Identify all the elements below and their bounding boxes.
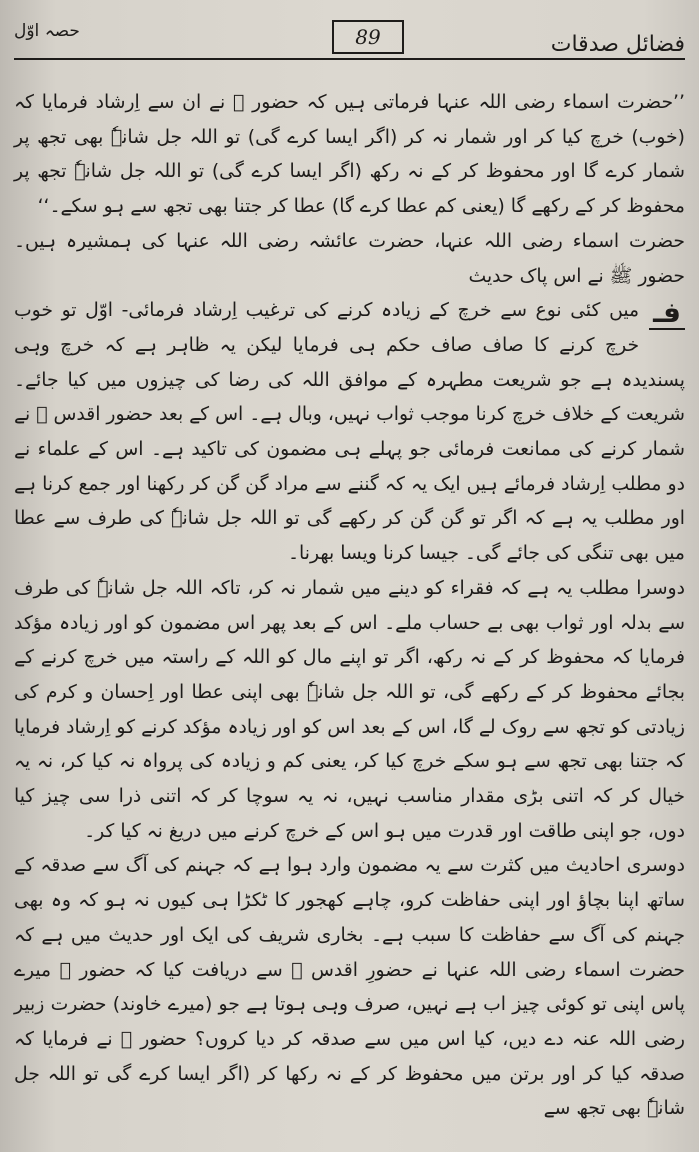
page-number: 89 (332, 20, 404, 54)
hadith-paragraph: ’’حضرت اسماء رضی اللہ عنہا فرماتی ہیں کہ حضور ﷺ نے ان سے اِرشاد فرمایا کہ (خوب) خرچ کیا کر اور شمار نہ کر (اگر ایسا کرے گی) تو اللہ جل شانہٗ بھی تجھ پر شمار کرے گا اور محفوظ کر کے نہ رکھ (اگر ایسا کرے گی) تو اللہ جل شانہٗ تجھ پر محفوظ کر کے رکھے گا (یعنی کم عطا کرے گا) عطا کر جتنا بھی تجھ سے ہو سکے۔‘‘ (14, 92, 685, 218)
page-body (14, 86, 685, 1127)
second-meaning-paragraph: دوسرا مطلب یہ ہے کہ فقراء کو دینے میں شمار نہ کر، تاکہ اللہ جل شانہٗ کی طرف سے بدلہ اور ثواب بھی بے حساب ملے۔ اس کے بعد پھر اس مضمون کو اور زیادہ مؤکد فرمایا کہ محفوظ کر کے نہ رکھ، اگر تو اپنے مال کو اللہ کے راستہ میں خرچ کرنے کے بجائے محفوظ کر کے رکھے گی، تو اللہ جل شانہٗ بھی اپنی عطا اور اِحسان و کرم کی زیادتی کو تجھ سے روک لے گا، اس کے بعد اس کو اور زیادہ مؤکد کرنے کو اِرشاد فرمایا کہ جتنا بھی تجھ سے ہو سکے خرچ کیا کر، یعنی کم و زیادہ کی پرواہ نہ کیا کر، نہ یہ خیال کر کہ اتنی بڑی مقدار مناسب نہیں، نہ یہ سوچا کر کہ اتنی ذرا سی چیز کیا دوں، جو اپنی طاقت اور قدرت میں ہو اس کے خرچ کرنے میں دریغ نہ کیا کر۔ (14, 577, 685, 842)
section-label: حصہ اوّل (14, 21, 80, 41)
fa-marker: فـ (649, 298, 685, 330)
page-header (14, 14, 685, 60)
book-title: فضائل صدقات (550, 32, 685, 57)
other-hadith-paragraph: دوسری احادیث میں کثرت سے یہ مضمون وارد ہوا ہے کہ جہنم کی آگ سے صدقہ کے ساتھ اپنا بچاؤ اور اپنی حفاظت کرو، چاہے کھجور کا ٹکڑا ہی کیوں نہ ہو کہ وہ بھی جہنم کی آگ سے حفاظت کا سبب ہے۔ بخاری شریف کی ایک اور حدیث میں ہے کہ حضرت اسماء رضی اللہ عنہا نے حضورِ اقدس ﷺ سے دریافت کیا کہ حضور ﷺ میرے پاس اپنی تو کوئی چیز اب ہے نہیں، صرف وہی ہوتا ہے جو (میرے خاوند) حضرت زبیر رضی اللہ عنہ دے دیں، کیا اس میں سے صدقہ کر دیا کروں؟ حضور ﷺ نے فرمایا کہ صدقہ کیا کر اور برتن میں محفوظ کر کے نہ رکھا کر (اگر ایسا کرے گی تو اللہ جل شانہٗ بھی تجھ سے (14, 855, 685, 1120)
header-rule (14, 58, 685, 60)
commentary-paragraph (14, 294, 685, 572)
commentary-text: میں کئی نوع سے خرچ کے زیادہ کرنے کی ترغیب اِرشاد فرمائی- اوّل تو خوب خرچ کرنے کا صاف صاف حکم ہی فرمایا لیکن یہ ظاہر ہے کہ خرچ وہی پسندیدہ ہے جو شریعت مطہرہ کے موافق اللہ کی رضا کی چیزوں میں کیا جائے۔ شریعت کے خلاف خرچ کرنا موجب ثواب نہیں، وبال ہے۔ اس کے بعد حضور اقدس ﷺ نے شمار کرنے کی ممانعت فرمائی جو پہلے ہی مضمون کی تاکید ہے۔ اس کے علماء نے دو مطلب اِرشاد فرمائے ہیں ایک یہ کہ گننے سے مراد گن گن کر رکھنا اور جمع کرنا ہے اور مطلب یہ ہے کہ اگر تو گن گن کر رکھے گی تو اللہ جل شانہٗ کی طرف سے عطا میں بھی تنگی کی جائے گی۔ جیسا کرنا ویسا بھرنا۔ (14, 300, 685, 565)
intro-paragraph: حضرت اسماء رضی اللہ عنہا، حضرت عائشہ رضی اللہ عنہا کی ہمشیرہ ہیں۔ حضور ﷺ نے اس پاک حدیث (14, 230, 685, 287)
